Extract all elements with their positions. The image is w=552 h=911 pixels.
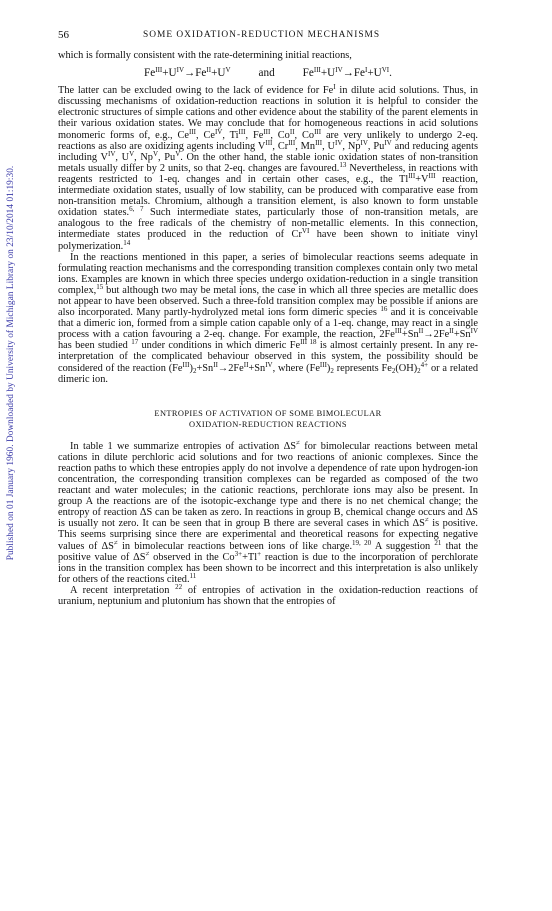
download-provenance-sidebar: [0, 58, 22, 668]
equation-and: and: [258, 67, 275, 80]
paragraph-intro: which is formally consistent with the rate-determining initial reactions,: [58, 50, 352, 61]
equation-right: $Fe^{III}+U^{IV}\to Fe^I+U^{VI}$.: [302, 66, 392, 80]
paragraph-entropies: In table 1 we summarize entropies of activation ΔS≠ for bimolecular reactions between metal cations in dilute perchloric acid solutions and for two reactions of anionic complexes. Since the reaction paths to which these entropies apply do not involve a dependence of rate upon hydrogen-ion concentration, the corresponding transition complexes can be regarded as composed of the two reactant and water molecules; in the cationic reactions, perchlorate ions may also be present. In group A the reactions are of the isotopic-exchange type and there is no net chemical change; the entropy of reaction ΔS can be taken as zero. In reactions in group B, chemical change occurs and ΔS is usually not zero. It can be seen that in group B there are several cases in which ΔS≠ is positive. This seems surprising since there are experimental and theoretical reasons for expecting negative values of ΔS≠ in bimolecular reactions between ions of like charge.$^{19, 20}$ A suggestion $^{21}$ that the positive value of ΔS≠ observed in the $Co^{3+}+Tl^+$ reaction is due to the incorporation of perchlorate ions in the transition complex has been shown to be incorrect and this interpretation is also unlikely for others of the reactions cited.$^{11}$: [58, 438, 479, 585]
page-header: [58, 29, 478, 43]
article-body: [58, 50, 478, 607]
page-number: 56: [58, 29, 69, 41]
reaction-equations: [58, 68, 478, 79]
section-heading-line-1: ENTROPIES OF ACTIVATION OF SOME BIMOLECULAR: [154, 408, 382, 418]
section-heading: [58, 408, 478, 430]
provenance-text: Published on 01 January 1960. Downloaded by University of Michigan Library on 23/10/2014 01:19:30.: [6, 165, 16, 561]
paragraph-bimolecular-reactions: In the reactions mentioned in this paper, a series of bimolecular reactions seems adequate in formulating reaction mechanisms and the corresponding transition complexes contain only two metal ions. Examples are known in which three species undergo oxidation-reduction in a single transition complex,$^{15}$ but although two may be metal ions, the case in which all three species are metallic does not appear to have been observed. Such a three-fold transition complex may be possible if anions are also incorporated. Many partly-hydrolyzed metal ions form dimeric species $^{16}$ and it is conceivable that a dimeric ion, formed from a simple cation capable only of a 1-eq. change, may react in a single process with a cation favouring a 2-eq. change. For example, the reaction, $2Fe^{III}+Sn^{II}\to 2Fe^{II}+Sn^{IV}$ has been studied $^{17}$ under conditions in which dimeric $Fe^{III 18}$ is almost certainly present. In any re-interpretation of the complicated behaviour observed in this system, the possibility should be considered of the reaction $(Fe^{III})_2+Sn^{II}\to 2Fe^{II}+Sn^{IV}$, where $(Fe^{III})_2$ represents $Fe_2(OH)_2^{4+}$ or a related dimeric ion.: [58, 251, 478, 385]
section-heading-line-2: OXIDATION-REDUCTION REACTIONS: [189, 419, 347, 429]
equation-left: $Fe^{III}+U^{IV}\to Fe^{II}+U^V$: [144, 66, 231, 80]
running-head: SOME OXIDATION-REDUCTION MECHANISMS: [143, 30, 381, 40]
paragraph-electronic-structure: The latter can be excluded owing to the lack of evidence for $Fe^I$ in dilute acid solutions. Thus, in discussing mechanisms of oxidation-reduction reactions in solution it is helpful to consider the electronic structures of simple cations and other evidence about the stability of the parent elements in their various oxidation states. We may conclude that for homogeneous reactions in acid solutions monomeric forms of, e.g., $Ce^{III}$, $Ce^{IV}$, $Ti^{III}$, $Fe^{III}$, $Co^{II}$, $Co^{III}$ are very unlikely to undergo 2-eq. reactions as also are oxidizing agents including $V^{III}$, $Cr^{III}$, $Mn^{III}$, $U^{IV}$, $Np^{IV}$, $Pu^{IV}$ and reducing agents including $V^{IV}$, $U^V$, $Np^V$, $Pu^V$. On the other hand, the stable ionic oxidation states of non-transition metals usually differ by 2 units, so that 2-eq. changes are favoured.$^{13}$ Nevertheless, in reactions with reagents restricted to 1-eq. changes and in certain other cases, e.g., the $Tl^{III}+V^{III}$ reaction, intermediate oxidation states, usually of low stability, can be produced with comparative ease from non-transition metals. Chromium, although a transition element, is also known to form unstable oxidation states.$^{6, 7}$ Such intermediate states, particularly those of non-transition metals, are analogous to the free radicals of the chemistry of non-metallic elements. In this connection, intermediate states produced in the reduction of $Cr^{VI}$ have been shown to initiate vinyl polymerization.$^{14}$: [58, 83, 479, 252]
paragraph-recent-interpretation: A recent interpretation $^{22}$ of entropies of activation in the oxidation-reduction reactions of uranium, neptunium and plutonium has shown that the entropies of: [58, 582, 478, 608]
